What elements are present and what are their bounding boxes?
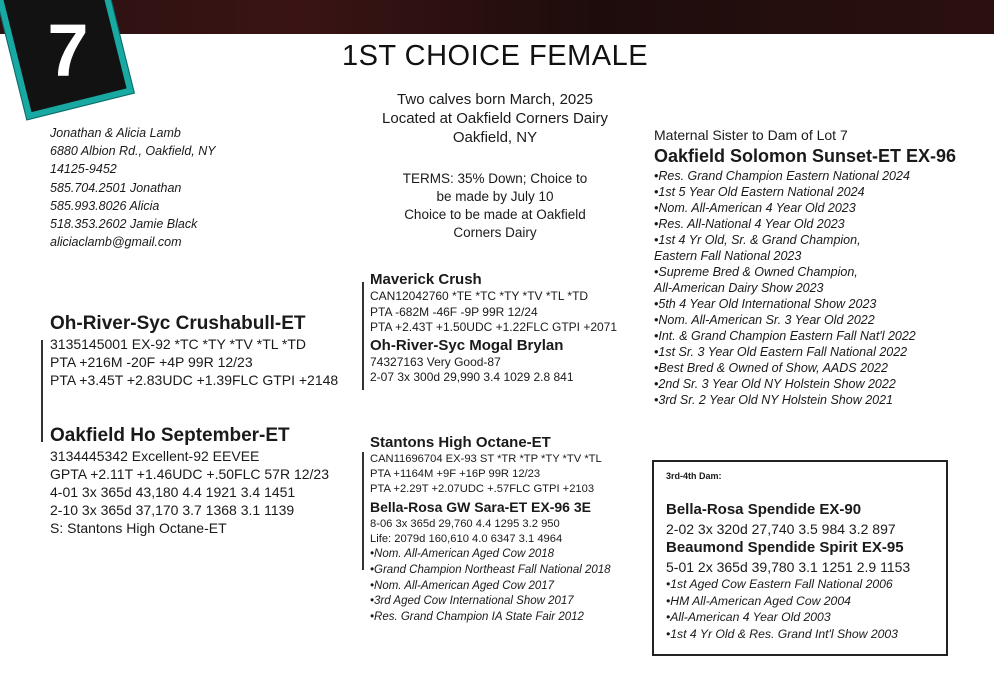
terms-line: Corners Dairy xyxy=(453,225,537,240)
sire-sire-line: PTA -682M -46F -9P 99R 12/24 xyxy=(370,304,538,319)
dam-dam-line: 8-06 3x 365d 29,760 4.4 1295 3.2 950 xyxy=(370,517,560,530)
honor-item: •Grand Champion Northeast Fall National 2018 xyxy=(370,563,611,576)
consignor-contact xyxy=(50,124,216,251)
terms-line: be made by July 10 xyxy=(436,189,554,204)
honor-item: •Nom. All-American Sr. 3 Year Old 2022 xyxy=(654,313,875,327)
phone-alicia: 585.993.8026 Alicia xyxy=(50,198,160,213)
dam-block xyxy=(50,424,329,537)
dam-sire-block xyxy=(370,433,611,626)
honor-item: •Res. Grand Champion Eastern National 2024 xyxy=(654,169,910,183)
sale-info xyxy=(340,90,650,147)
terms xyxy=(370,170,620,242)
dam-line: S: Stantons High Octane-ET xyxy=(50,520,227,536)
sire-sire-name: Maverick Crush xyxy=(370,271,482,288)
honor-item: •All-American 4 Year Old 2003 xyxy=(666,610,831,624)
dam-line: 4-01 3x 365d 43,180 4.4 1921 3.4 1451 xyxy=(50,484,296,500)
pedigree-bracket-left xyxy=(41,340,43,442)
honor-item: All-American Dairy Show 2023 xyxy=(654,281,824,295)
location-info: Located at Oakfield Corners Dairy xyxy=(382,110,608,127)
address-zip: 14125-9452 xyxy=(50,162,117,177)
honor-item: •Res. Grand Champion IA State Fair 2012 xyxy=(370,611,584,624)
page-title: 1ST CHOICE FEMALE xyxy=(341,40,649,72)
consignor-name: Jonathan & Alicia Lamb xyxy=(50,126,181,140)
honor-item: •3rd Aged Cow International Show 2017 xyxy=(370,595,574,608)
fourth-dam-name: Beaumond Spendide Spirit EX-95 xyxy=(666,539,904,556)
honor-item: •1st 5 Year Old Eastern National 2024 xyxy=(654,185,865,199)
honor-item: •Supreme Bred & Owned Champion, xyxy=(654,265,858,279)
honor-item: •3rd Sr. 2 Year Old NY Holstein Show 2021 xyxy=(654,393,894,407)
dam-name: Oakfield Ho September-ET xyxy=(50,425,290,446)
honor-item: •Best Bred & Owned of Show, AADS 2022 xyxy=(654,361,888,375)
honor-item: •Nom. All-American 4 Year Old 2023 xyxy=(654,201,856,215)
honor-item: •1st 4 Yr Old & Res. Grand Int'l Show 2003 xyxy=(666,626,898,641)
header-bar xyxy=(0,0,994,34)
phone-jamie: 518.353.2602 Jamie Black xyxy=(50,217,198,232)
sire-dam-line: 74327163 Very Good-87 xyxy=(370,354,501,369)
fourth-dam-line: 5-01 2x 365d 39,780 3.1 1251 2.9 1153 xyxy=(666,559,911,575)
honor-item: •Nom. All-American Aged Cow 2018 xyxy=(370,548,555,561)
dam-line: 3134445342 Excellent-92 EEVEE xyxy=(50,448,260,464)
sire-line: PTA +216M -20F +4P 99R 12/23 xyxy=(50,354,253,370)
maternal-sister-block xyxy=(654,126,990,408)
honor-item: •Nom. All-American Aged Cow 2017 xyxy=(370,579,555,592)
phone-jonathan: 585.704.2501 Jonathan xyxy=(50,180,182,195)
third-fourth-dam-box xyxy=(652,460,948,656)
birth-info: Two calves born March, 2025 xyxy=(397,91,593,108)
sire-dam-name: Oh-River-Syc Mogal Brylan xyxy=(370,336,564,354)
lot-number: 7 xyxy=(47,9,89,92)
honor-item: •HM All-American Aged Cow 2004 xyxy=(666,593,851,608)
sire-line: PTA +3.45T +2.83UDC +1.39FLC GTPI +2148 xyxy=(50,372,339,388)
dam-sire-line: PTA +1164M +9F +16P 99R 12/23 xyxy=(370,468,541,481)
honor-item: •Int. & Grand Champion Eastern Fall Nat'l 2022 xyxy=(654,329,916,343)
dam-dam-line: Life: 2079d 160,610 4.0 6347 3.1 4964 xyxy=(370,532,563,545)
honor-item: •2nd Sr. 3 Year Old NY Holstein Show 2022 xyxy=(654,377,896,391)
terms-line: Choice to be made at Oakfield xyxy=(404,207,586,222)
sire-name: Oh-River-Syc Crushabull-ET xyxy=(50,313,306,334)
city-info: Oakfield, NY xyxy=(452,129,538,146)
honor-item: •Res. All-National 4 Year Old 2023 xyxy=(654,217,845,231)
maternal-sister-name: Oakfield Solomon Sunset-ET EX-96 xyxy=(654,146,957,166)
dam-sire-line: PTA +2.29T +2.07UDC +.57FLC GTPI +2103 xyxy=(370,483,595,496)
dam-dam-name: Bella-Rosa GW Sara-ET EX-96 3E xyxy=(370,498,591,515)
sire-sire-line: CAN12042760 *TE *TC *TY *TV *TL *TD xyxy=(370,289,589,303)
pedigree-bracket-dam xyxy=(362,452,364,570)
sire-sire-line: PTA +2.43T +1.50UDC +1.22FLC GTPI +2071 xyxy=(370,320,618,334)
maternal-sister-label: Maternal Sister to Dam of Lot 7 xyxy=(654,127,848,143)
dam-sire-name: Stantons High Octane-ET xyxy=(370,434,551,451)
email-link[interactable]: aliciaclamb@gmail.com xyxy=(50,235,182,250)
dam-line: 2-10 3x 365d 37,170 3.7 1368 3.1 1139 xyxy=(50,502,295,518)
sire-line: 3135145001 EX-92 *TC *TY *TV *TL *TD xyxy=(50,336,307,352)
honor-item: Eastern Fall National 2023 xyxy=(654,249,802,263)
address-line: 6880 Albion Rd., Oakfield, NY xyxy=(50,144,216,159)
honor-item: •5th 4 Year Old International Show 2023 xyxy=(654,297,877,311)
third-dam-name: Bella-Rosa Spendide EX-90 xyxy=(666,501,862,518)
sire-sire-block xyxy=(370,270,617,386)
third-dam-line: 2-02 3x 320d 27,740 3.5 984 3.2 897 xyxy=(666,521,896,537)
terms-line: TERMS: 35% Down; Choice to xyxy=(402,171,588,186)
sire-dam-line: 2-07 3x 300d 29,990 3.4 1029 2.8 841 xyxy=(370,370,574,384)
pedigree-bracket-sire xyxy=(362,282,364,390)
dam-sire-line: CAN11696704 EX-93 ST *TR *TP *TY *TV *TL xyxy=(370,453,602,465)
sire-block xyxy=(50,312,338,389)
dam-line: GPTA +2.11T +1.46UDC +.50FLC 57R 12/23 xyxy=(50,466,329,482)
honor-item: •1st 4 Yr Old, Sr. & Grand Champion, xyxy=(654,233,861,247)
honor-item: •1st Sr. 3 Year Old Eastern Fall National 2022 xyxy=(654,345,908,359)
honor-item: •1st Aged Cow Eastern Fall National 2006 xyxy=(666,577,893,591)
maternal-sister-honors xyxy=(654,168,990,408)
third-fourth-dam-label: 3rd-4th Dam: xyxy=(666,471,722,481)
